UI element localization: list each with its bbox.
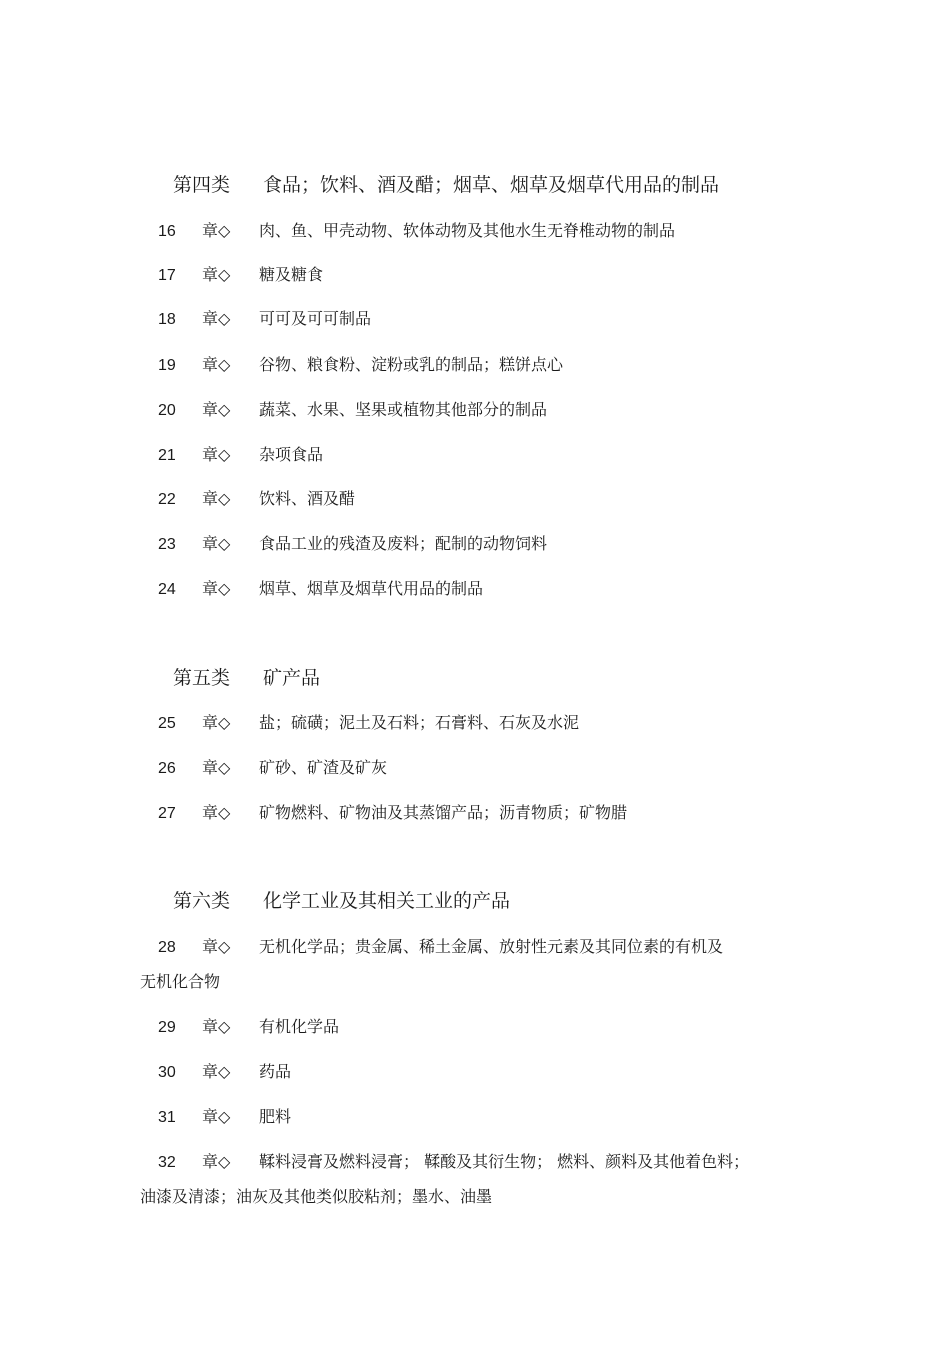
- chapter-row: [158, 934, 723, 957]
- section-class-label: 第五类: [173, 667, 231, 689]
- chapter-number: 18: [158, 311, 176, 328]
- section-heading: [173, 663, 320, 690]
- chapter-title: 谷物、粮食粉、淀粉或乳的制品；糕饼点心: [259, 355, 564, 374]
- chapter-title-continuation: 油漆及清漆；油灰及其他类似胶粘剂；墨水、油墨: [140, 1187, 493, 1206]
- chapter-number: 27: [158, 805, 176, 822]
- chapter-title: 杂项食品: [259, 445, 324, 464]
- chapter-label: 章◇: [202, 400, 231, 419]
- chapter-row: [158, 1014, 339, 1037]
- chapter-number: 23: [158, 536, 176, 553]
- chapter-row: [158, 397, 547, 420]
- chapter-number: 20: [158, 402, 176, 419]
- chapter-label: 章◇: [202, 1107, 231, 1126]
- chapter-number: 22: [158, 491, 176, 508]
- chapter-label: 章◇: [202, 489, 231, 508]
- chapter-label: 章◇: [202, 758, 231, 777]
- chapter-label: 章◇: [202, 579, 231, 598]
- chapter-number: 24: [158, 581, 176, 598]
- section-title: 化学工业及其相关工业的产品: [263, 890, 511, 912]
- chapter-title: 肥料: [259, 1107, 292, 1126]
- chapter-label: 章◇: [202, 309, 231, 328]
- chapter-title: 食品工业的残渣及废料；配制的动物饲料: [259, 534, 548, 553]
- chapter-label: 章◇: [202, 265, 231, 284]
- chapter-title: 饮料、酒及醋: [259, 489, 356, 508]
- chapter-label: 章◇: [202, 445, 231, 464]
- chapter-label: 章◇: [202, 713, 231, 732]
- chapter-number: 17: [158, 267, 176, 284]
- chapter-row: [158, 486, 355, 509]
- chapter-title: 矿砂、矿渣及矿灰: [259, 758, 388, 777]
- section-class-label: 第六类: [173, 890, 231, 912]
- chapter-title: 鞣料浸膏及燃料浸膏； 鞣酸及其衍生物； 燃料、颜料及其他着色料；: [259, 1152, 750, 1171]
- chapter-number: 25: [158, 715, 176, 732]
- chapter-label: 章◇: [202, 534, 231, 553]
- chapter-label: 章◇: [202, 803, 231, 822]
- chapter-number: 29: [158, 1019, 176, 1036]
- chapter-row: [158, 800, 627, 823]
- chapter-row: [158, 1149, 749, 1172]
- chapter-number: 21: [158, 447, 176, 464]
- chapter-title: 肉、鱼、甲壳动物、软体动物及其他水生无脊椎动物的制品: [259, 221, 676, 240]
- chapter-row: [158, 1104, 291, 1127]
- chapter-title: 药品: [259, 1062, 292, 1081]
- section-title: 食品；饮料、酒及醋；烟草、烟草及烟草代用品的制品: [263, 174, 720, 196]
- chapter-row: [158, 531, 547, 554]
- chapter-row: [158, 442, 323, 465]
- chapter-row: [158, 262, 323, 285]
- chapter-row: [158, 755, 387, 778]
- section-heading: [173, 170, 719, 197]
- chapter-title: 蔬菜、水果、坚果或植物其他部分的制品: [259, 400, 548, 419]
- chapter-title: 有机化学品: [259, 1017, 340, 1036]
- chapter-number: 32: [158, 1154, 176, 1171]
- chapter-label: 章◇: [202, 1152, 231, 1171]
- chapter-label: 章◇: [202, 221, 231, 240]
- chapter-label: 章◇: [202, 355, 231, 374]
- chapter-title: 烟草、烟草及烟草代用品的制品: [259, 579, 484, 598]
- chapter-title-continuation: 无机化合物: [140, 972, 221, 991]
- chapter-label: 章◇: [202, 1017, 231, 1036]
- chapter-row: [158, 218, 675, 241]
- chapter-row: [158, 352, 563, 375]
- chapter-title: 矿物燃料、矿物油及其蒸馏产品；沥青物质；矿物腊: [259, 803, 628, 822]
- chapter-number: 19: [158, 357, 176, 374]
- chapter-row: [158, 710, 579, 733]
- chapter-number: 28: [158, 939, 176, 956]
- section-class-label: 第四类: [173, 174, 231, 196]
- chapter-number: 16: [158, 223, 176, 240]
- chapter-row: [158, 1059, 291, 1082]
- chapter-title: 无机化学品；贵金属、稀土金属、放射性元素及其同位素的有机及: [259, 937, 724, 956]
- chapter-number: 30: [158, 1064, 176, 1081]
- chapter-title: 糖及糖食: [259, 265, 324, 284]
- chapter-title: 盐；硫磺；泥土及石料；石膏料、石灰及水泥: [259, 713, 580, 732]
- chapter-label: 章◇: [202, 937, 231, 956]
- chapter-number: 31: [158, 1109, 176, 1126]
- chapter-title: 可可及可可制品: [259, 309, 372, 328]
- section-title: 矿产品: [263, 667, 321, 689]
- section-heading: [173, 886, 510, 913]
- chapter-label: 章◇: [202, 1062, 231, 1081]
- chapter-row: [158, 306, 371, 329]
- chapter-row: [158, 576, 483, 599]
- chapter-number: 26: [158, 760, 176, 777]
